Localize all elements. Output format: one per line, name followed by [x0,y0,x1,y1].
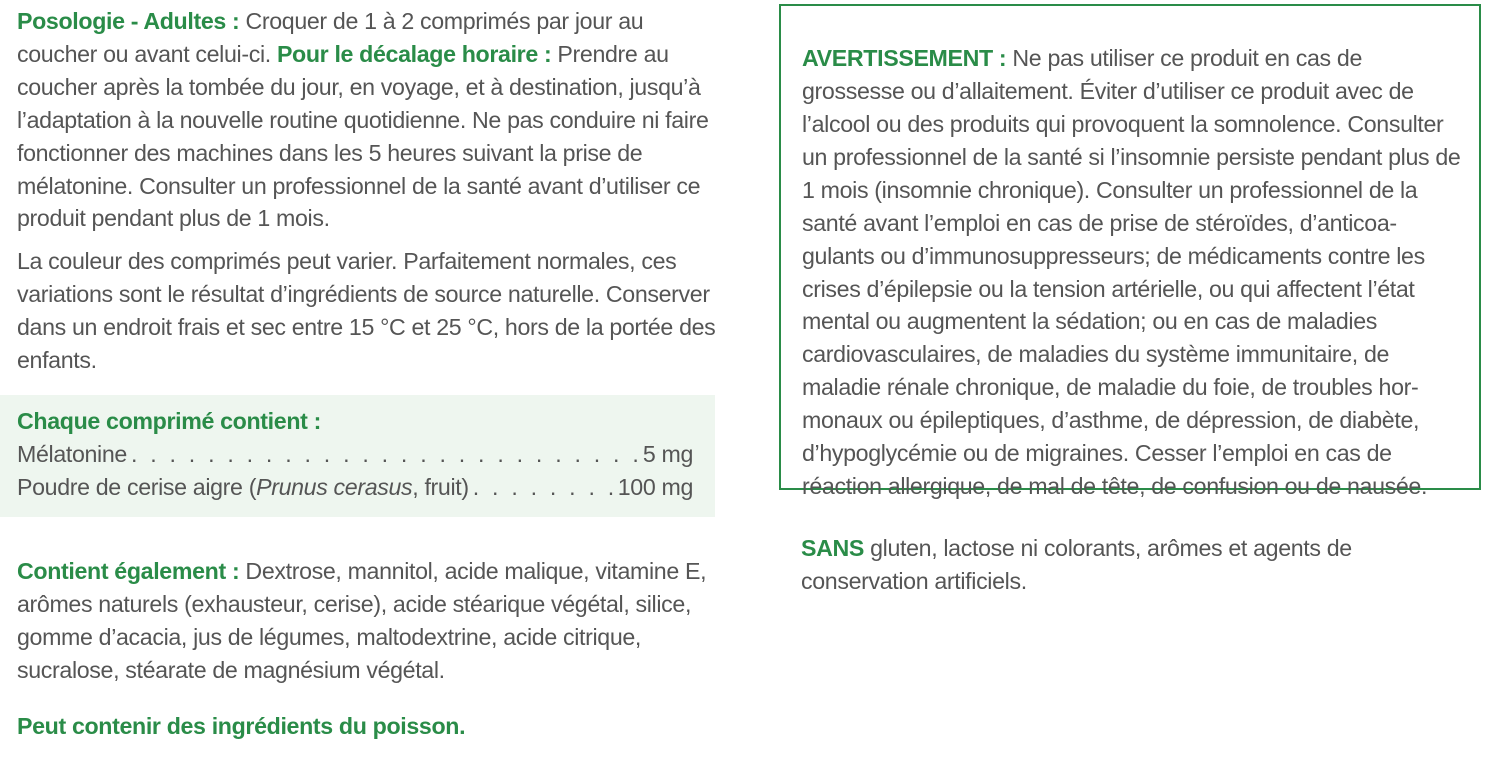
dosage-paragraph [17,5,717,235]
warning-box [779,4,1481,499]
warning-label: AVERTISSEMENT : [802,45,1007,72]
fish-notice: Peut contenir des ingrédients du poisson. [17,713,466,739]
dosage-text: Croquer de 1 à 2 comprimés par jour au coucher ou avant celui-ci. [17,8,644,67]
composition-panel [0,395,715,517]
also-contains-label: Contient également : [17,558,240,585]
jetlag-text: Prendre au coucher après la tombée du jour, en voyage, et à destination, jusqu’à l’adaptation à la nouvelle routine quotidienne. Ne pas conduire ni faire fonctionner des machines dans les 5 heures suivant la prise de mélatonine. Consulter un professionnel de la santé avant d’utiliser ce produit pendant plus de 1 mois. [17,40,709,232]
other-ingredients-paragraph [17,555,717,687]
ingredient-row [17,438,693,471]
dot-leader [469,471,618,504]
composition-heading: Chaque comprimé contient : [17,408,321,434]
dosage-label: Posologie - Adultes : [17,8,240,34]
ingredient-amount: 5 mg [642,440,693,467]
ingredient-amount: 100 mg [617,473,693,500]
warning-text: Ne pas utiliser ce produit en cas de grossesse ou d’allaitement. Éviter d’utiliser ce produit avec de l’alcool ou des produits qui provoquent la somnolence. Consulter un professionnel de la santé si l’insomnie persiste pendant plus de 1 mois (insomnie chronique). Consulter un professionnel de la santé avant l’emploi en cas de prise de stéroïdes, d’anticoa-gulants ou d’immunosuppresseurs; de médicaments contre les crises d’épilepsie ou la tension artérielle, ou qui affectent l’état mental ou augmentent la sédation; ou en cas de maladies cardiovasculaires, de maladies du système immunitaire, de maladie rénale chronique, de maladie du foie, de troubles hor-monaux ou épileptiques, d’asthme, de dépression, de diabète, d’hypoglycémie ou de migraines. Cesser l’emploi en cas de réaction allergique, de mal de tête, de confusion ou de nausée. [802,45,1461,499]
ingredient-name: Poudre de cerise aigre (Prunus cerasus, fruit) [17,473,469,500]
ingredient-row [17,471,693,504]
dosage-section [17,5,717,377]
other-ingredients-section [17,532,717,766]
dot-leader [127,438,643,471]
latin-name: Prunus cerasus [256,473,413,500]
free-from-text: gluten, lactose ni colorants, arômes et agents de conservation artificiels. [801,535,1352,595]
ingredient-name: Mélatonine [17,440,127,467]
free-from-paragraph [801,532,1481,598]
also-contains-text: Dextrose, mannitol, acide malique, vitamine E, arômes naturels (exhausteur, cerise), acide stéarique végétal, silice, gomme d’acacia, jus de légumes, maltodextrine, acide citrique, sucralose, stéarate de magnésium végétal. [17,558,707,683]
jetlag-label: Pour le décalage horaire : [276,40,552,67]
storage-paragraph: La couleur des comprimés peut varier. Parfaitement normales, ces variations sont le résultat d’ingrédients de source naturelle. Conserver dans un endroit frais et sec entre 15 °C et 25 °C, hors de la portée des enfants. [17,248,716,374]
free-from-label: SANS [801,535,865,562]
warning-paragraph [802,42,1467,503]
free-from-section [801,509,1481,621]
